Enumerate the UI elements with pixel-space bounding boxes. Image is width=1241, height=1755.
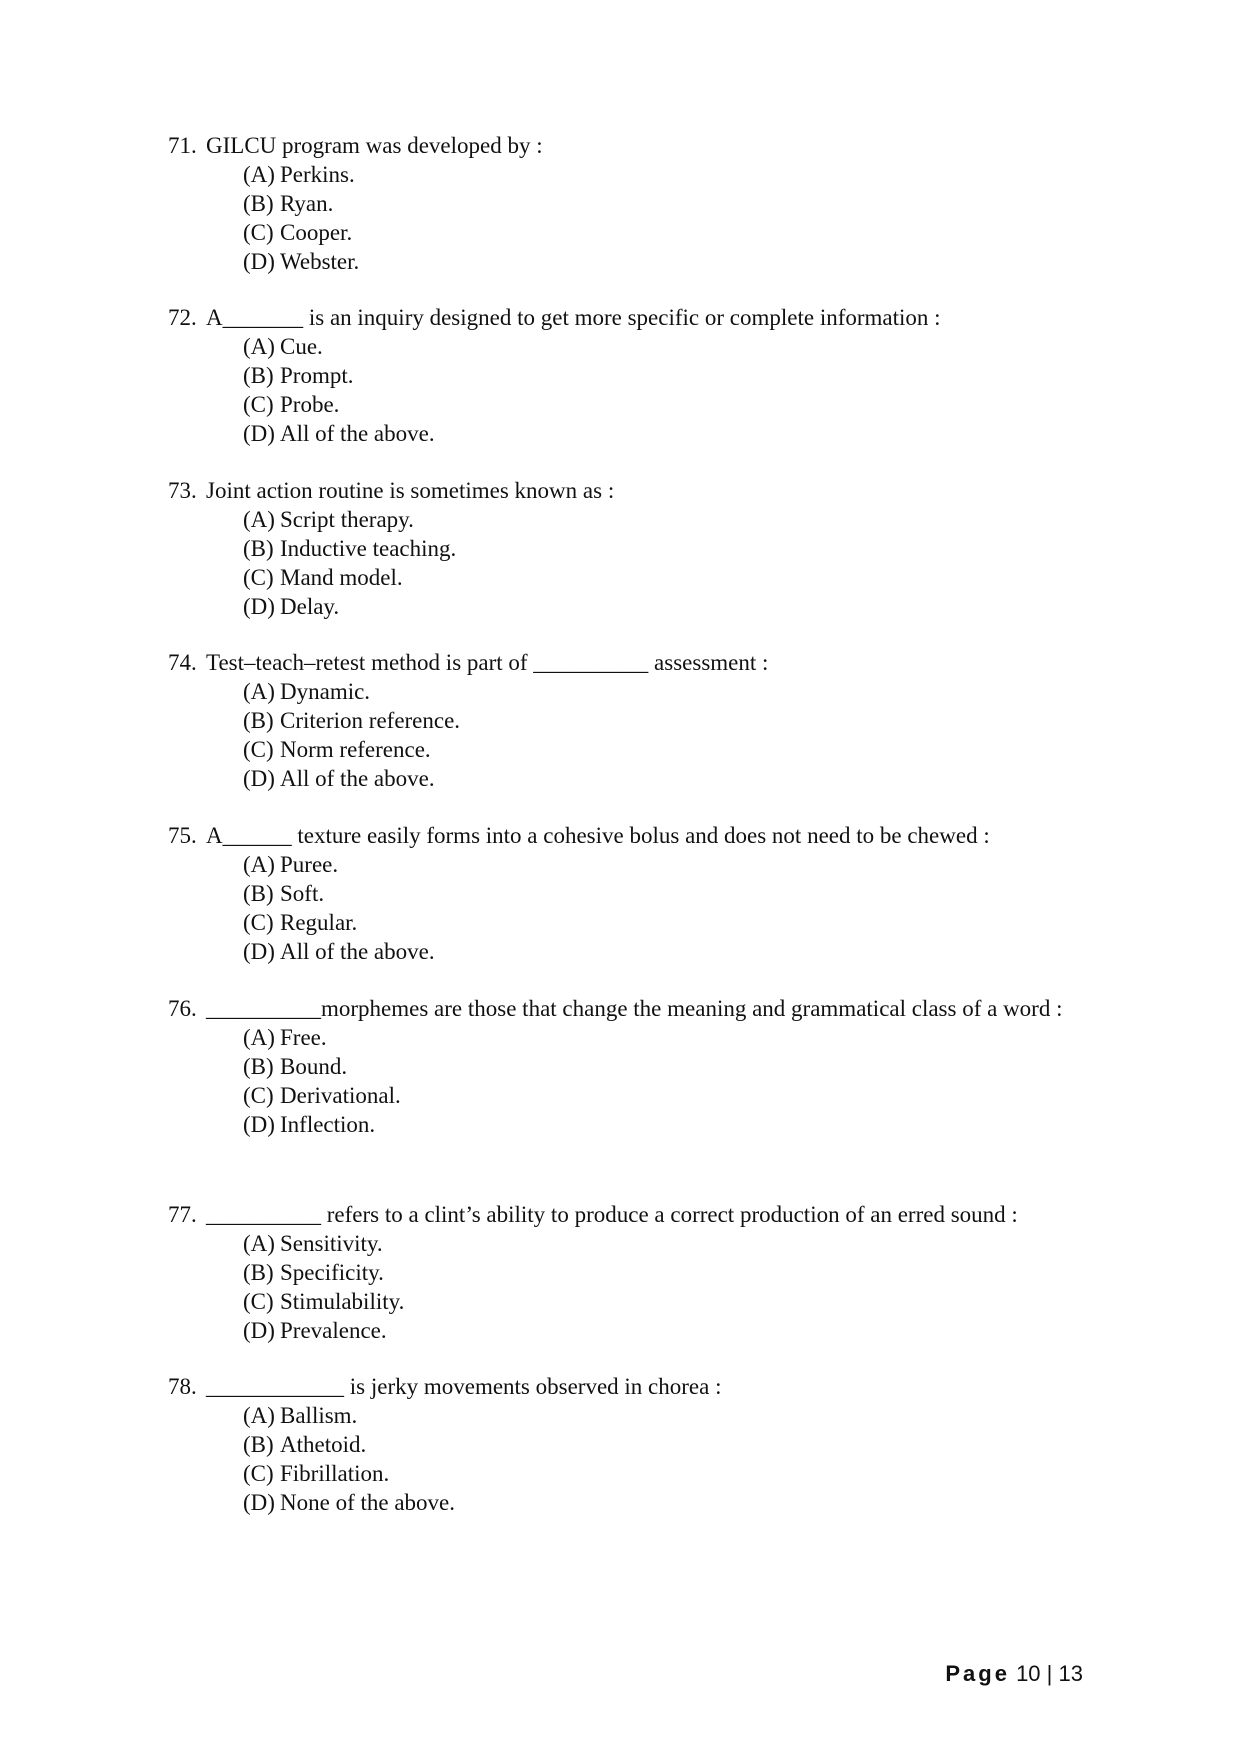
option-text: Webster. — [280, 249, 360, 274]
question-text: A_______ is an inquiry designed to get more specific or complete information : — [206, 305, 941, 330]
option-c — [243, 1081, 1128, 1110]
option-a — [243, 160, 1128, 189]
option-text: Prevalence. — [280, 1318, 387, 1343]
option-b — [243, 1258, 1128, 1287]
option-d — [243, 247, 1128, 276]
option-letter: (B) — [243, 1432, 274, 1457]
option-c — [243, 390, 1128, 419]
option-letter: (C) — [243, 392, 274, 417]
question-stem — [168, 131, 1128, 160]
question-text: __________ refers to a clint’s ability to produce a correct production of an erred sound : — [206, 1202, 1018, 1227]
question-75 — [168, 821, 1128, 966]
option-list — [168, 332, 1128, 448]
option-a — [243, 1023, 1128, 1052]
option-letter: (C) — [243, 1289, 274, 1314]
question-number: 75. — [168, 823, 197, 848]
question-text: Test–teach–retest method is part of __________ assessment : — [206, 650, 769, 675]
question-stem — [168, 1200, 1128, 1229]
option-list — [168, 1023, 1128, 1139]
question-stem — [168, 821, 1128, 850]
question-number: 74. — [168, 650, 197, 675]
option-d — [243, 764, 1128, 793]
option-letter: (A) — [243, 507, 275, 532]
option-a — [243, 332, 1128, 361]
option-b — [243, 534, 1128, 563]
option-d — [243, 592, 1128, 621]
option-list — [168, 850, 1128, 966]
question-text: __________morphemes are those that change the meaning and grammatical class of a word : — [206, 996, 1063, 1021]
option-letter: (A) — [243, 162, 275, 187]
option-text: Athetoid. — [280, 1432, 367, 1457]
option-text: Puree. — [280, 852, 339, 877]
option-letter: (A) — [243, 852, 275, 877]
question-number: 72. — [168, 305, 197, 330]
option-b — [243, 706, 1128, 735]
question-78 — [168, 1372, 1128, 1517]
option-text: Probe. — [280, 392, 340, 417]
option-text: Inflection. — [280, 1112, 376, 1137]
option-text: Mand model. — [280, 565, 403, 590]
option-letter: (B) — [243, 1260, 274, 1285]
option-text: Inductive teaching. — [280, 536, 457, 561]
option-list — [168, 505, 1128, 621]
question-text: A______ texture easily forms into a cohesive bolus and does not need to be chewed : — [206, 823, 990, 848]
option-text: Stimulability. — [280, 1289, 405, 1314]
option-text: Sensitivity. — [280, 1231, 383, 1256]
option-b — [243, 1052, 1128, 1081]
option-text: Norm reference. — [280, 737, 431, 762]
option-letter: (A) — [243, 679, 275, 704]
option-d — [243, 937, 1128, 966]
option-list — [168, 1229, 1128, 1345]
option-a — [243, 1401, 1128, 1430]
question-text: ____________ is jerky movements observed in chorea : — [206, 1374, 722, 1399]
question-text: GILCU program was developed by : — [206, 133, 543, 158]
option-text: Delay. — [280, 594, 340, 619]
option-text: Ballism. — [280, 1403, 358, 1428]
page-footer — [945, 1661, 1083, 1687]
question-77 — [168, 1200, 1128, 1345]
option-text: Derivational. — [280, 1083, 401, 1108]
option-letter: (B) — [243, 363, 274, 388]
option-c — [243, 218, 1128, 247]
option-d — [243, 419, 1128, 448]
option-c — [243, 563, 1128, 592]
option-b — [243, 1430, 1128, 1459]
option-text: Dynamic. — [280, 679, 371, 704]
option-d — [243, 1316, 1128, 1345]
option-text: All of the above. — [280, 766, 435, 791]
option-letter: (A) — [243, 334, 275, 359]
option-text: Criterion reference. — [280, 708, 461, 733]
question-74 — [168, 648, 1128, 793]
option-text: Cue. — [280, 334, 323, 359]
option-letter: (D) — [243, 249, 275, 274]
question-stem — [168, 1372, 1128, 1401]
option-text: Regular. — [280, 910, 358, 935]
option-text: Ryan. — [280, 191, 334, 216]
option-letter: (B) — [243, 1054, 274, 1079]
option-letter: (B) — [243, 881, 274, 906]
option-c — [243, 1459, 1128, 1488]
question-number: 73. — [168, 478, 197, 503]
option-a — [243, 1229, 1128, 1258]
option-letter: (C) — [243, 220, 274, 245]
option-letter: (D) — [243, 939, 275, 964]
option-letter: (D) — [243, 421, 275, 446]
option-letter: (A) — [243, 1025, 275, 1050]
option-list — [168, 1401, 1128, 1517]
option-letter: (B) — [243, 708, 274, 733]
question-number: 76. — [168, 996, 197, 1021]
question-stem — [168, 303, 1128, 332]
option-text: All of the above. — [280, 939, 435, 964]
option-c — [243, 735, 1128, 764]
option-d — [243, 1488, 1128, 1517]
option-text: Fibrillation. — [280, 1461, 390, 1486]
question-73 — [168, 476, 1128, 621]
option-letter: (C) — [243, 737, 274, 762]
option-text: Script therapy. — [280, 507, 414, 532]
option-list — [168, 677, 1128, 793]
option-b — [243, 361, 1128, 390]
question-number: 77. — [168, 1202, 197, 1227]
page-separator: | — [1046, 1661, 1053, 1686]
option-letter: (B) — [243, 536, 274, 561]
option-a — [243, 505, 1128, 534]
option-d — [243, 1110, 1128, 1139]
page-label: Page — [945, 1661, 1010, 1686]
option-letter: (C) — [243, 1461, 274, 1486]
option-c — [243, 908, 1128, 937]
option-letter: (A) — [243, 1403, 275, 1428]
option-letter: (D) — [243, 766, 275, 791]
current-page-number: 10 — [1016, 1661, 1041, 1686]
total-pages: 13 — [1058, 1661, 1083, 1686]
option-b — [243, 189, 1128, 218]
question-71 — [168, 131, 1128, 276]
question-number: 71. — [168, 133, 197, 158]
option-letter: (D) — [243, 1112, 275, 1137]
option-letter: (C) — [243, 565, 274, 590]
option-letter: (D) — [243, 1318, 275, 1343]
option-b — [243, 879, 1128, 908]
option-text: None of the above. — [280, 1490, 455, 1515]
option-letter: (D) — [243, 1490, 275, 1515]
option-text: Free. — [280, 1025, 327, 1050]
question-number: 78. — [168, 1374, 197, 1399]
option-text: Bound. — [280, 1054, 348, 1079]
question-stem — [168, 648, 1128, 677]
option-text: Soft. — [280, 881, 325, 906]
question-76 — [168, 994, 1128, 1139]
question-text: Joint action routine is sometimes known as : — [206, 478, 615, 503]
question-stem — [168, 476, 1128, 505]
option-list — [168, 160, 1128, 276]
option-letter: (B) — [243, 191, 274, 216]
option-a — [243, 677, 1128, 706]
option-letter: (D) — [243, 594, 275, 619]
question-stem — [168, 994, 1128, 1023]
question-72 — [168, 303, 1128, 448]
option-letter: (C) — [243, 910, 274, 935]
option-text: Cooper. — [280, 220, 353, 245]
option-letter: (A) — [243, 1231, 275, 1256]
option-text: Perkins. — [280, 162, 355, 187]
option-text: Prompt. — [280, 363, 354, 388]
option-c — [243, 1287, 1128, 1316]
option-letter: (C) — [243, 1083, 274, 1108]
option-a — [243, 850, 1128, 879]
option-text: Specificity. — [280, 1260, 384, 1285]
option-text: All of the above. — [280, 421, 435, 446]
